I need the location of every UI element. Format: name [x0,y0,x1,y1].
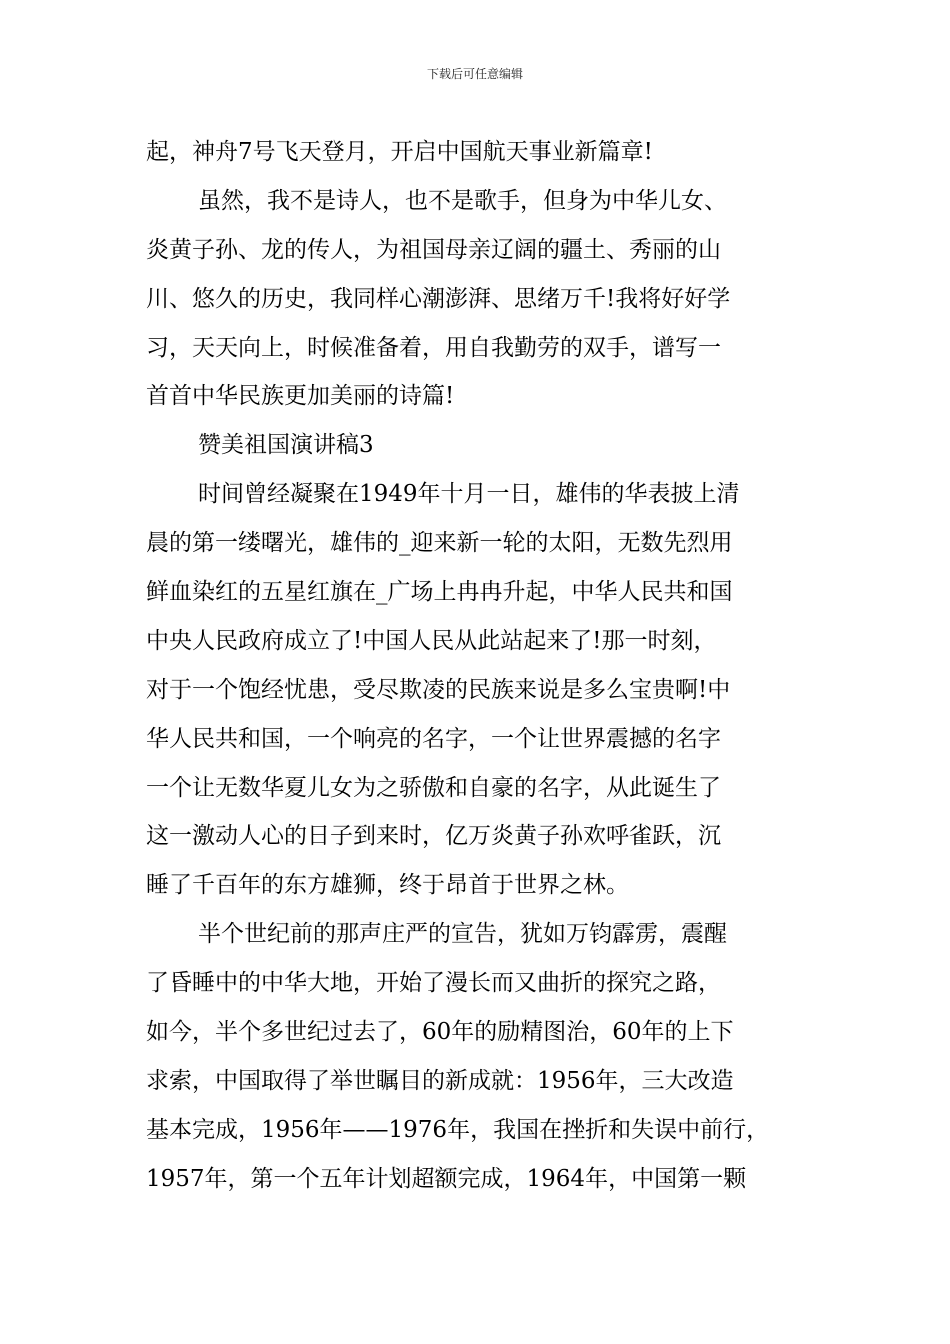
text-line: 基本完成，1956年——1976年，我国在挫折和失误中前行， [146,1116,770,1143]
text-line: 睡了千百年的东方雄狮，终于昂首于世界之林。 [146,872,629,899]
text-line: 晨的第一缕曙光，雄伟的_迎来新一轮的太阳，无数先烈用 [146,530,733,557]
document-body [146,128,810,1204]
text-line: 对于一个饱经忧患，受尽欺凌的民族来说是多么宝贵啊!中 [146,676,731,703]
text-line: 鲜血染红的五星红旗在_广场上冉冉升起，中华人民共和国 [146,579,733,606]
text-line: 这一激动人心的日子到来时，亿万炎黄子孙欢呼雀跃，沉 [146,823,721,850]
text-line: 求索，中国取得了举世瞩目的新成就：1956年，三大改造 [146,1067,734,1094]
text-line: 习，天天向上，时候准备着，用自我勤劳的双手，谱写一 [146,334,721,361]
text-line: 了昏睡中的中华大地，开始了漫长而又曲折的探究之路， [146,970,721,997]
text-line: 1957年，第一个五年计划超额完成，1964年，中国第一颗 [146,1165,747,1192]
text-line: 如今，半个多世纪过去了，60年的励精图治，60年的上下 [146,1019,734,1046]
text-line: 华人民共和国，一个响亮的名字，一个让世界震撼的名字 [146,725,721,752]
text-line: 赞美祖国演讲稿3 [198,432,374,459]
text-line: 时间曾经凝聚在1949年十月一日，雄伟的华表披上清 [198,481,740,508]
text-line: 虽然，我不是诗人，也不是歌手，但身为中华儿女、 [198,187,727,214]
text-line: 起，神舟7号飞天登月，开启中国航天事业新篇章! [146,139,653,165]
text-line: 半个世纪前的那声庄严的宣告，犹如万钧霹雳，震醒 [198,921,727,948]
text-line: 首首中华民族更加美丽的诗篇! [146,383,455,410]
text-line: 炎黄子孙、龙的传人，为祖国母亲辽阔的疆土、秀丽的山 [146,236,721,263]
text-line: 川、悠久的历史，我同样心潮澎湃、思绪万千!我将好好学 [146,285,731,312]
page-header: 下载后可任意编辑 [426,67,523,81]
text-line: 一个让无数华夏儿女为之骄傲和自豪的名字，从此诞生了 [146,774,721,801]
text-line: 中央人民政府成立了!中国人民从此站起来了!那一时刻， [146,627,717,654]
